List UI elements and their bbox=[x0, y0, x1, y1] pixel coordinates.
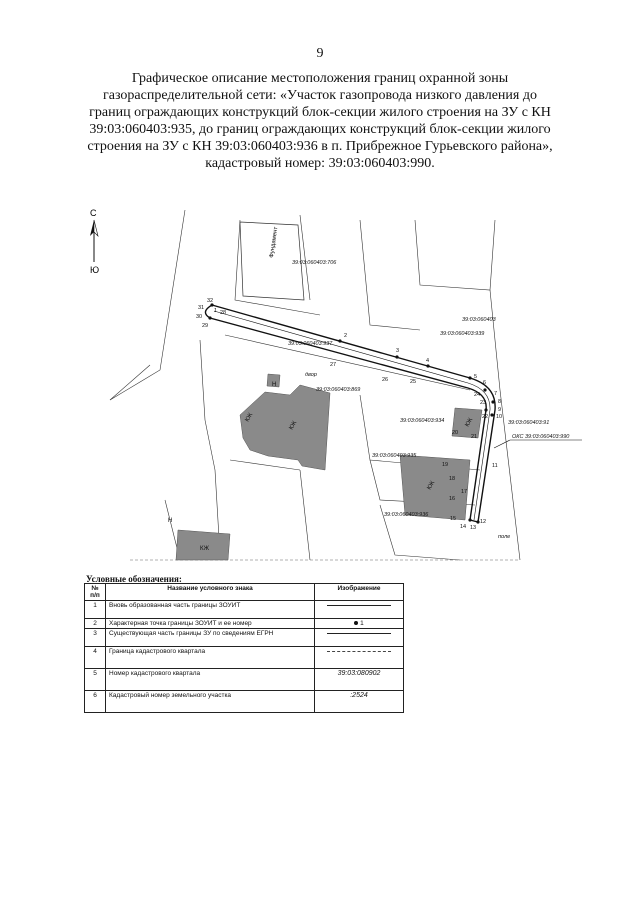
point-label: 5 bbox=[474, 374, 478, 380]
legend-table bbox=[84, 583, 404, 713]
point-label: 8 bbox=[498, 399, 502, 405]
compass-south-label: Ю bbox=[90, 265, 100, 275]
point-label: 3 bbox=[396, 348, 400, 354]
legend-row-sample: :2524 bbox=[315, 691, 404, 713]
kzh-label: КЖ bbox=[464, 417, 475, 428]
point-label: 25 bbox=[410, 379, 417, 385]
point-label: 32 bbox=[207, 298, 214, 304]
legend-row-num: 2 bbox=[85, 619, 106, 629]
point-label: 19 bbox=[442, 462, 449, 468]
point-label: 2 bbox=[344, 333, 348, 339]
legend-row-name: Характерная точка границы ЗОУИТ и ее номер bbox=[106, 619, 315, 629]
legend-row-sample bbox=[315, 619, 404, 629]
point-label: 31 bbox=[198, 305, 205, 311]
legend-row-name: Номер кадастрового квартала bbox=[106, 669, 315, 691]
legend-row bbox=[85, 691, 404, 713]
page-number: 9 bbox=[316, 46, 324, 61]
legend-row-num: 3 bbox=[85, 629, 106, 647]
kzh-label: КЖ bbox=[200, 546, 210, 552]
legend-row-sample: 39:03:080902 bbox=[315, 669, 404, 691]
point-label: 23 bbox=[480, 400, 487, 406]
point-dot-sample bbox=[354, 621, 358, 625]
point-label: 22 bbox=[482, 414, 489, 420]
legend-header-name: Название условного знака bbox=[106, 584, 315, 601]
point-label: 14 bbox=[460, 524, 467, 530]
legend-row-num: 5 bbox=[85, 669, 106, 691]
main-house-building bbox=[240, 385, 330, 470]
legend-row-sample bbox=[315, 601, 404, 619]
legend-row bbox=[85, 601, 404, 619]
title-line: Графическое описание местоположения границ охранной зоны bbox=[131, 71, 509, 86]
legend-row-name: Вновь образованная часть границы ЗОУИТ bbox=[106, 601, 315, 619]
north-arrow-icon bbox=[90, 208, 99, 275]
point-label: 1 bbox=[214, 308, 218, 314]
point-label: 27 bbox=[330, 362, 337, 368]
pole-label: поле bbox=[498, 534, 511, 540]
parcel-boundary-line-sample bbox=[327, 633, 391, 634]
legend-row-sample bbox=[315, 647, 404, 669]
point-label: 20 bbox=[452, 430, 459, 436]
legend-row-num: 1 bbox=[85, 601, 106, 619]
legend-row-name: Существующая часть границы ЗУ по сведениям ЕГРН bbox=[106, 629, 315, 647]
point-label: 15 bbox=[450, 516, 457, 522]
parcel-label: 39:03:060403:935 bbox=[372, 453, 417, 459]
legend-row bbox=[85, 629, 404, 647]
point-label: 16 bbox=[449, 496, 456, 502]
parcel-label: 39:03:060403:91 bbox=[508, 420, 550, 426]
point-label: 18 bbox=[449, 476, 456, 482]
title-line: границ ограждающих конструкций блок-секции жилого строения на ЗУ с КН bbox=[89, 105, 551, 120]
legend-heading: Условные обозначения: bbox=[86, 574, 182, 584]
point-label: 29 bbox=[202, 323, 209, 329]
parcel-label: 39:03:060403:939 bbox=[440, 331, 485, 337]
legend-row-name: Граница кадастрового квартала bbox=[106, 647, 315, 669]
parcel-label: 39:03:060403:869 bbox=[316, 387, 361, 393]
legend-row bbox=[85, 647, 404, 669]
point-label: 6 bbox=[483, 380, 487, 386]
block-section-building-2 bbox=[400, 455, 470, 520]
parcel-label: 39:03:060403:934 bbox=[400, 418, 445, 424]
parcel-label: 39:03:060403:936 bbox=[384, 512, 429, 518]
oks-callout bbox=[494, 434, 582, 448]
legend-header-num: № п/п bbox=[85, 584, 106, 601]
parcel-label: 39:03:060403:706 bbox=[292, 260, 337, 266]
title-line: 39:03:060403:935, до границ ограждающих конструкций блок-секции жилого bbox=[89, 122, 551, 137]
legend-row-sample bbox=[315, 629, 404, 647]
legend-header-image: Изображение bbox=[315, 584, 404, 601]
buildings bbox=[176, 374, 482, 560]
zone-boundary-line-sample bbox=[327, 605, 391, 606]
point-label: 21 bbox=[471, 434, 478, 440]
foundation-label: Фундамент bbox=[269, 226, 280, 259]
compass-north-label: С bbox=[90, 208, 97, 218]
legend-header-row bbox=[85, 584, 404, 601]
point-label: 24 bbox=[474, 392, 481, 398]
parcel-label: 39:03:060403:937 bbox=[288, 341, 333, 347]
point-label: 17 bbox=[461, 489, 468, 495]
title-line: кадастровый номер: 39:03:060403:990. bbox=[205, 156, 435, 171]
kzh-label: КЖ bbox=[244, 412, 255, 423]
point-label: 11 bbox=[492, 463, 498, 469]
legend-row-name: Кадастровый номер земельного участка bbox=[106, 691, 315, 713]
parcel-label: 39:03:060403 bbox=[462, 317, 496, 323]
point-label: 28 bbox=[220, 310, 227, 316]
legend-row-num: 4 bbox=[85, 647, 106, 669]
legend-row bbox=[85, 619, 404, 629]
point-label: 9 bbox=[498, 407, 502, 413]
n-label: Н bbox=[272, 382, 277, 388]
block-section-building-3 bbox=[176, 530, 230, 560]
point-label: 13 bbox=[470, 525, 477, 531]
oks-callout-label: ОКС 39:03:060403:990 bbox=[512, 434, 570, 440]
legend-row bbox=[85, 669, 404, 691]
kzh-label: КЖ bbox=[426, 480, 437, 491]
title-line: строения на ЗУ с КН 39:03:060403:936 в п. Прибрежное Гурьевского района», bbox=[87, 139, 553, 154]
quarter-boundary-sample bbox=[327, 651, 391, 652]
n-label: Н bbox=[168, 518, 173, 524]
point-sample-number: 1 bbox=[360, 620, 364, 627]
dvor-label: двор bbox=[305, 372, 317, 378]
kzh-label: КЖ bbox=[288, 420, 299, 431]
title-line: газораспределительной сети: «Участок газопровода низкого давления до bbox=[103, 88, 537, 103]
point-label: 7 bbox=[494, 391, 498, 397]
point-label: 30 bbox=[196, 314, 203, 320]
point-label: 26 bbox=[382, 377, 389, 383]
point-label: 12 bbox=[480, 519, 487, 525]
point-label: 10 bbox=[496, 414, 503, 420]
point-label: 4 bbox=[426, 358, 430, 364]
legend-row-num: 6 bbox=[85, 691, 106, 713]
